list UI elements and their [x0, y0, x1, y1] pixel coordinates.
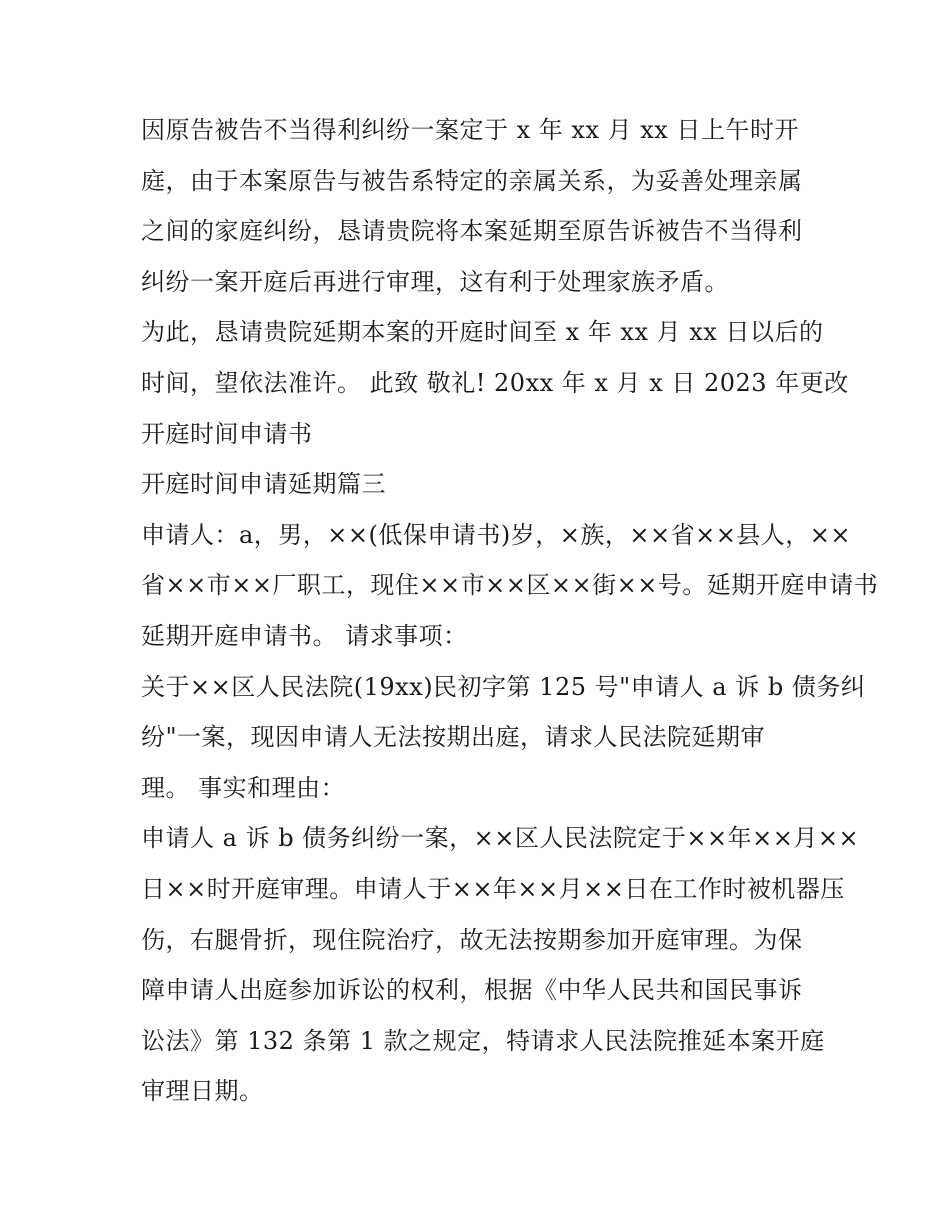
section-title: 开庭时间申请延期篇三	[141, 470, 386, 499]
text-line: 日××时开庭审理。申请人于××年××月××日在工作时被机器压	[141, 874, 845, 903]
text-line: 因原告被告不当得利纠纷一案定于 x 年 xx 月 xx 日上午时开	[141, 116, 799, 144]
text-line: 之间的家庭纠纷，恳请贵院将本案延期至原告诉被告不当得利	[141, 217, 803, 246]
text-line: 障申请人出庭参加诉讼的权利，根据《中华人民共和国民事诉	[141, 976, 803, 1005]
text-line: 开庭时间申请书	[141, 419, 313, 448]
section-heading	[141, 459, 821, 510]
text-line: 庭，由于本案原告与被告系特定的亲属关系，为妥善处理亲属	[141, 166, 803, 195]
text-line: 时间，望依法准许。 此致 敬礼! 20xx 年 x 月 x 日 2023 年更改	[141, 368, 849, 397]
paragraph-request-items	[141, 662, 866, 814]
text-line: 申请人 a 诉 b 债务纠纷一案，××区人民法院定于××年××月××	[141, 824, 860, 853]
text-line: 为此，恳请贵院延期本案的开庭时间至 x 年 xx 月 xx 日以后的	[141, 318, 824, 347]
paragraph-request-closing	[141, 307, 849, 459]
text-line: 纷"一案，现因申请人无法按期出庭，请求人民法院延期审	[141, 723, 766, 752]
text-line: 纠纷一案开庭后再进行审理，这有利于处理家族矛盾。	[141, 267, 729, 296]
text-line: 讼法》第 132 条第 1 款之规定，特请求人民法院推延本案开庭	[141, 1026, 825, 1055]
text-line: 关于××区人民法院(19xx)民初字第 125 号"申请人 a 诉 b 债务纠	[141, 672, 866, 701]
text-line: 伤，右腿骨折，现住院治疗，故无法按期参加开庭审理。为保	[141, 925, 803, 954]
paragraph-postpone-reason	[141, 105, 821, 307]
document-body	[141, 105, 879, 1117]
paragraph-facts-reasons	[141, 813, 860, 1117]
text-line: 省××市××厂职工，现住××市××区××街××号。延期开庭申请书	[141, 571, 879, 600]
text-line: 理。 事实和理由：	[141, 773, 346, 802]
paragraph-applicant-info	[141, 510, 879, 662]
text-line: 申请人：a，男，××(低保申请书)岁，×族，××省××县人，××	[141, 520, 852, 549]
text-line: 延期开庭申请书。 请求事项：	[141, 621, 468, 650]
text-line: 审理日期。	[141, 1077, 264, 1106]
